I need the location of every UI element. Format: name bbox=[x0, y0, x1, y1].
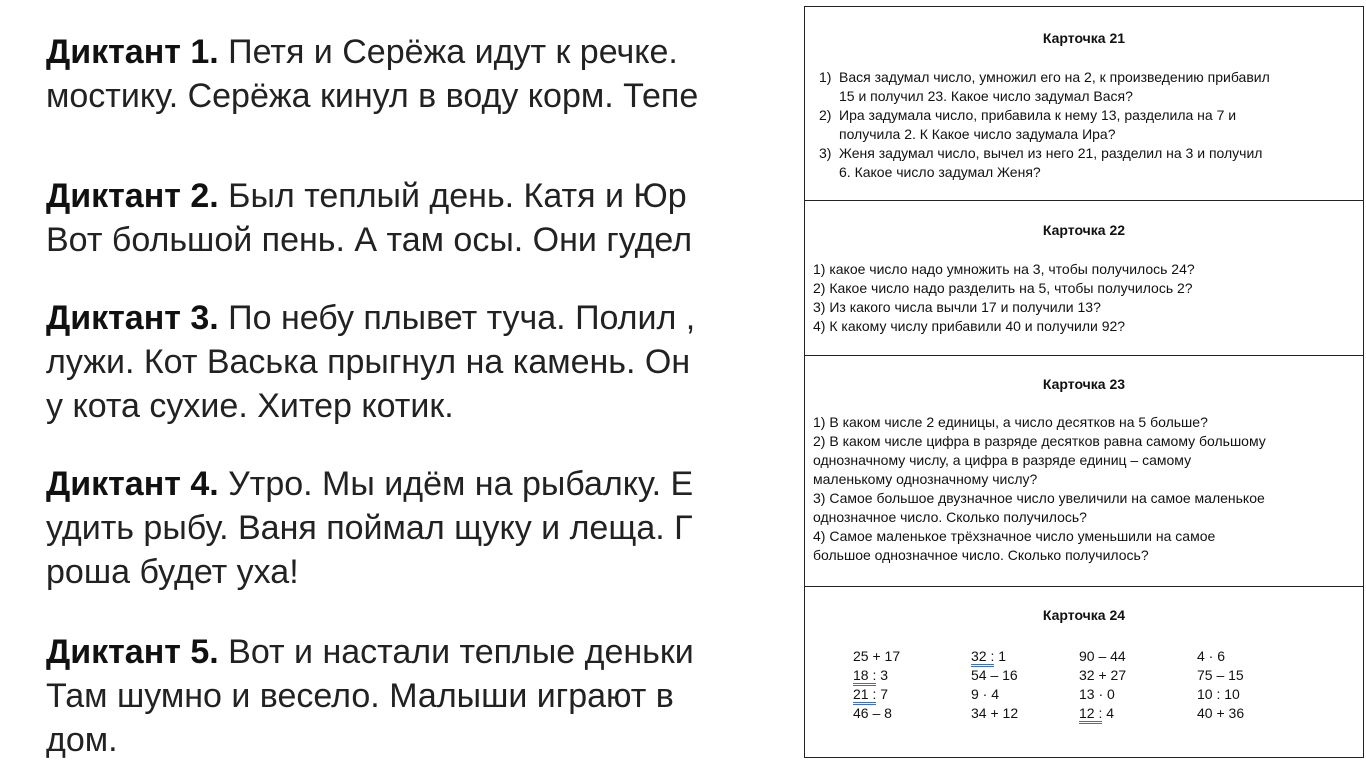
card-21-title: Карточка 21 bbox=[1042, 30, 1126, 46]
dictation-5-line-3: дом. bbox=[46, 721, 118, 759]
expression bbox=[971, 647, 1079, 666]
expression-underlined: 32 : bbox=[971, 648, 994, 667]
expression-text: 4 · 6 bbox=[1197, 648, 1226, 664]
dictation-4-line-2: удить рыбу. Ваня поймал щуку и леща. Г bbox=[46, 509, 693, 547]
card-24-expressions bbox=[853, 647, 1317, 723]
dictation-2-line-1: Был теплый день. Катя и Юр bbox=[228, 177, 687, 215]
card-21-task-3 bbox=[819, 144, 1363, 182]
expression-text: 32 + 27 bbox=[1079, 667, 1127, 683]
expression-text: 40 + 36 bbox=[1197, 705, 1245, 721]
card-22-line: 2) Какое число надо разделить на 5, чтобы получилось 2? bbox=[813, 280, 1193, 296]
card-23-tasks bbox=[805, 413, 1363, 565]
dictation-4 bbox=[46, 462, 693, 594]
card-21-task-1 bbox=[819, 68, 1363, 106]
card-22-line: 1) какое число надо умножить на 3, чтобы получилось 24? bbox=[813, 261, 1195, 277]
task-number: 1) bbox=[819, 69, 832, 85]
expression-underlined: 21 : bbox=[853, 686, 876, 705]
task-line: Женя задумал число, вычел из него 21, разделил на 3 и получил bbox=[839, 145, 1263, 161]
card-23-line: 4) Самое маленькое трёхзначное число уменьшили на самое bbox=[813, 528, 1216, 544]
expression bbox=[1079, 647, 1197, 666]
dictation-5 bbox=[46, 630, 694, 762]
card-22-tasks bbox=[805, 260, 1363, 336]
dictation-2-title: Диктант 2. bbox=[46, 177, 219, 215]
expression bbox=[1079, 704, 1197, 723]
expression bbox=[971, 704, 1079, 723]
expression-text: 3 bbox=[876, 667, 889, 683]
task-line: Ира задумала число, прибавила к нему 13, разделила на 7 и bbox=[839, 107, 1237, 123]
cards-panel bbox=[804, 6, 1364, 758]
card-21 bbox=[805, 7, 1363, 200]
expression-text: 54 – 16 bbox=[971, 667, 1018, 683]
card-21-task-2 bbox=[819, 106, 1363, 144]
dictation-3-title: Диктант 3. bbox=[46, 299, 219, 337]
expression bbox=[1197, 685, 1317, 704]
expression-text: 90 – 44 bbox=[1079, 648, 1126, 664]
expression bbox=[853, 704, 971, 723]
dictation-1 bbox=[46, 30, 698, 118]
card-23-line: 1) В каком числе 2 единицы, а число десятков на 5 больше? bbox=[813, 414, 1208, 430]
card-23 bbox=[805, 355, 1363, 586]
task-number: 2) bbox=[819, 107, 832, 123]
dictation-1-title: Диктант 1. bbox=[46, 33, 219, 71]
card-23-line: 2) В каком числе цифра в разряде десятков равна самому большому bbox=[813, 433, 1266, 449]
expression bbox=[971, 685, 1079, 704]
expression-text: 10 : 10 bbox=[1197, 686, 1240, 702]
dictation-3 bbox=[46, 296, 695, 428]
dictation-1-line-2: мостику. Серёжа кинул в воду корм. Тепе bbox=[46, 77, 699, 115]
expression bbox=[1197, 647, 1317, 666]
dictation-5-title: Диктант 5. bbox=[46, 633, 219, 671]
dictation-3-line-2: лужи. Кот Васька прыгнул на камень. Он bbox=[46, 343, 691, 381]
card-23-line: 3) Самое большое двузначное число увеличили на самое маленькое bbox=[813, 490, 1265, 506]
dictation-4-line-1: Утро. Мы идём на рыбалку. Е bbox=[228, 465, 694, 503]
expression-text: 9 · 4 bbox=[971, 686, 1000, 702]
task-line: получила 2. К Какое число задумала Ира? bbox=[839, 126, 1116, 142]
expression-text: 34 + 12 bbox=[971, 705, 1019, 721]
task-number: 3) bbox=[819, 145, 832, 161]
card-22-title: Карточка 22 bbox=[1042, 222, 1126, 238]
expression bbox=[1079, 666, 1197, 685]
dictation-1-line-1: Петя и Серёжа идут к речке. bbox=[228, 33, 678, 71]
card-22 bbox=[805, 200, 1363, 355]
expression bbox=[1079, 685, 1197, 704]
card-23-title: Карточка 23 bbox=[1042, 376, 1126, 392]
dictation-5-line-1: Вот и настали теплые деньки bbox=[228, 633, 694, 671]
card-21-tasks bbox=[805, 68, 1363, 182]
dictation-5-line-2: Там шумно и весело. Малыши играют в bbox=[46, 677, 674, 715]
expression-text: 4 bbox=[1102, 705, 1115, 721]
card-22-line: 3) Из какого числа вычли 17 и получили 13? bbox=[813, 299, 1101, 315]
expression-underlined: 18 : bbox=[853, 667, 876, 686]
dictation-3-line-1: По небу плывет туча. Полил , bbox=[228, 299, 696, 337]
task-line: 6. Какое число задумал Женя? bbox=[839, 164, 1041, 180]
card-23-line: однозначному числу, а цифра в разряде единиц – самому bbox=[813, 452, 1192, 468]
expression-text: 46 – 8 bbox=[853, 705, 892, 721]
card-23-line: маленькому однозначному числу? bbox=[813, 471, 1038, 487]
dictation-2-line-2: Вот большой пень. А там осы. Они гудел bbox=[46, 221, 693, 259]
dictation-3-line-3: у кота сухие. Хитер котик. bbox=[46, 387, 454, 425]
expression bbox=[971, 666, 1079, 685]
expression-text: 25 + 17 bbox=[853, 648, 901, 664]
card-23-line: большое однозначное число. Сколько получилось? bbox=[813, 547, 1149, 563]
expression bbox=[1197, 666, 1317, 685]
dictation-4-title: Диктант 4. bbox=[46, 465, 219, 503]
expression bbox=[853, 666, 971, 685]
card-24-title: Карточка 24 bbox=[1042, 607, 1126, 623]
expression-text: 7 bbox=[876, 686, 889, 702]
card-23-line: однозначное число. Сколько получилось? bbox=[813, 509, 1087, 525]
expression-text: 1 bbox=[994, 648, 1007, 664]
expression-text: 13 · 0 bbox=[1079, 686, 1115, 702]
dictations-area bbox=[46, 26, 806, 768]
expression bbox=[853, 685, 971, 704]
dictation-2 bbox=[46, 174, 692, 262]
card-22-line: 4) К какому числу прибавили 40 и получили 92? bbox=[813, 318, 1126, 334]
task-line: Вася задумал число, умножил его на 2, к произведению прибавил bbox=[839, 69, 1270, 85]
expression bbox=[1197, 704, 1317, 723]
expression-underlined: 12 : bbox=[1079, 705, 1102, 724]
expression-text: 75 – 15 bbox=[1197, 667, 1244, 683]
task-line: 15 и получил 23. Какое число задумал Вася? bbox=[839, 88, 1133, 104]
dictation-4-line-3: роша будет уха! bbox=[46, 553, 299, 591]
card-24 bbox=[805, 586, 1363, 757]
expression bbox=[853, 647, 971, 666]
